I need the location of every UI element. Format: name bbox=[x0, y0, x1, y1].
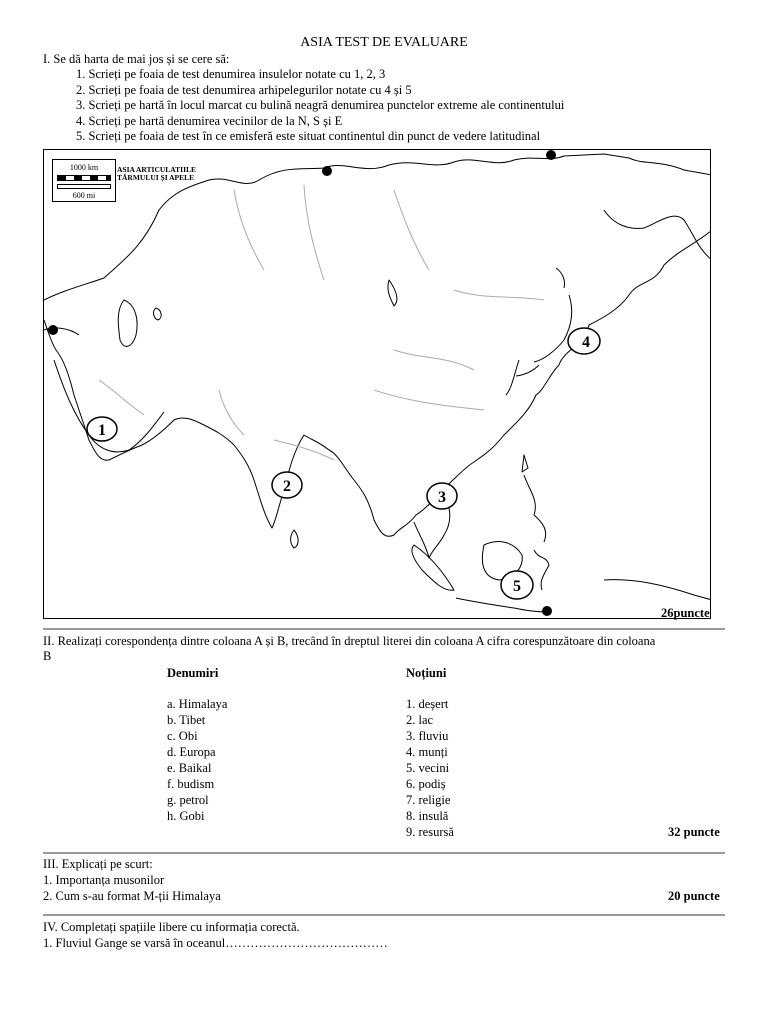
list-item: h. Gobi bbox=[167, 809, 205, 823]
section4-intro: IV. Completați spațiile libere cu informația corectă. bbox=[43, 920, 300, 934]
list-item: 5. vecini bbox=[406, 761, 450, 775]
river-yangtze bbox=[374, 390, 484, 410]
section2-intro-line1: II. Realizați corespondența dintre coloana A și B, trecând în dreptul literei din coloana A cifra corespunzătoare din coloana bbox=[43, 634, 656, 648]
marker-label-5: 5 bbox=[513, 578, 521, 595]
divider bbox=[43, 914, 725, 916]
section2-points: 32 puncte bbox=[668, 825, 720, 839]
river-yenisei bbox=[304, 185, 324, 280]
list-item: f. budism bbox=[167, 777, 215, 791]
scale-km: 1000 km bbox=[69, 163, 99, 172]
extreme-point-north bbox=[322, 166, 332, 176]
marker-label-1: 1 bbox=[98, 422, 106, 439]
sri-lanka bbox=[291, 530, 299, 548]
caspian-sea bbox=[118, 300, 137, 346]
aral-sea bbox=[154, 308, 162, 320]
marker-label-3: 3 bbox=[438, 489, 446, 506]
list-item: g. petrol bbox=[167, 793, 209, 807]
sulawesi bbox=[534, 550, 549, 590]
map-drawing bbox=[44, 150, 711, 619]
list-item: 1. Scrieți pe foaia de test denumirea insulelor notate cu 1, 2, 3 bbox=[76, 67, 386, 81]
list-item: 3. Scrieți pe hartă în locul marcat cu bulină neagră denumirea punctelor extreme ale continentului bbox=[76, 98, 565, 112]
list-item: c. Obi bbox=[167, 729, 198, 743]
extreme-point-south bbox=[542, 606, 552, 616]
column-b-header: Noțiuni bbox=[406, 666, 447, 680]
map-scale bbox=[52, 159, 116, 202]
map-title bbox=[117, 166, 196, 182]
river-tigris bbox=[99, 380, 144, 415]
river-ganges bbox=[274, 440, 334, 460]
japan-islands bbox=[516, 268, 572, 376]
map-title-line1: ASIA ARTICULATIILE bbox=[117, 165, 196, 174]
river-ob bbox=[234, 190, 264, 270]
extreme-point-west bbox=[48, 325, 58, 335]
list-item: 8. insulă bbox=[406, 809, 449, 823]
list-item: 9. resursă bbox=[406, 825, 454, 839]
map-title-line2: TĂRMULUI ȘI APELE bbox=[117, 173, 195, 182]
section1-points: 26puncte bbox=[661, 606, 710, 620]
scale-bar-mi bbox=[57, 184, 111, 189]
asia-outline-map bbox=[43, 149, 711, 619]
river-indus bbox=[219, 390, 244, 435]
river-amur bbox=[454, 290, 544, 300]
scale-mi: 600 mi bbox=[72, 191, 96, 200]
column-a-header: Denumiri bbox=[167, 666, 219, 680]
section1-list bbox=[76, 67, 564, 145]
list-item: 3. fluviu bbox=[406, 729, 449, 743]
divider bbox=[43, 852, 725, 854]
list-item: 4. munți bbox=[406, 745, 448, 759]
list-item: b. Tibet bbox=[167, 713, 206, 727]
marker-label-4: 4 bbox=[582, 334, 590, 351]
section3-intro: III. Explicați pe scurt: bbox=[43, 857, 153, 871]
divider bbox=[43, 628, 725, 630]
philippines bbox=[524, 475, 546, 542]
list-item: 2. lac bbox=[406, 713, 434, 727]
extreme-point-east bbox=[546, 150, 556, 160]
list-item: 1. Importanța musonilor bbox=[43, 873, 165, 887]
list-item: 7. religie bbox=[406, 793, 451, 807]
java bbox=[456, 598, 549, 612]
list-item: 2. Cum s-au format M-ții Himalaya bbox=[43, 889, 221, 903]
list-item: d. Europa bbox=[167, 745, 216, 759]
list-item: 1. Fluviul Gange se varsă în oceanul………………………………… bbox=[43, 936, 388, 950]
lake-baikal bbox=[388, 280, 397, 306]
column-b-list bbox=[406, 697, 454, 841]
column-a-list bbox=[167, 697, 227, 825]
section3-points: 20 puncte bbox=[668, 889, 720, 903]
list-item: e. Baikal bbox=[167, 761, 212, 775]
list-item: 6. podiș bbox=[406, 777, 446, 791]
taiwan bbox=[522, 455, 528, 472]
river-lena bbox=[394, 190, 429, 270]
asia-coastline bbox=[44, 154, 711, 536]
section2-intro-line2: B bbox=[43, 649, 52, 663]
list-item: 5. Scrieți pe foaia de test în ce emisferă este situat continentul din punct de vedere latitudinal bbox=[76, 129, 541, 143]
new-guinea bbox=[604, 580, 711, 600]
east-coast bbox=[604, 210, 711, 260]
korea-peninsula bbox=[506, 360, 519, 395]
list-item: a. Himalaya bbox=[167, 697, 228, 711]
marker-label-2: 2 bbox=[283, 478, 291, 495]
list-item: 2. Scrieți pe foaia de test denumirea arhipelegurilor notate cu 4 și 5 bbox=[76, 82, 412, 97]
list-item: 1. deșert bbox=[406, 697, 449, 711]
section1-intro: I. Se dă harta de mai jos și se cere să: bbox=[43, 52, 230, 66]
river-yellow bbox=[394, 350, 474, 370]
page-title: ASIA TEST DE EVALUARE bbox=[300, 35, 468, 50]
list-item: 4. Scrieți pe hartă denumirea vecinilor de la N, S și E bbox=[76, 113, 343, 128]
scale-bar bbox=[57, 175, 111, 181]
